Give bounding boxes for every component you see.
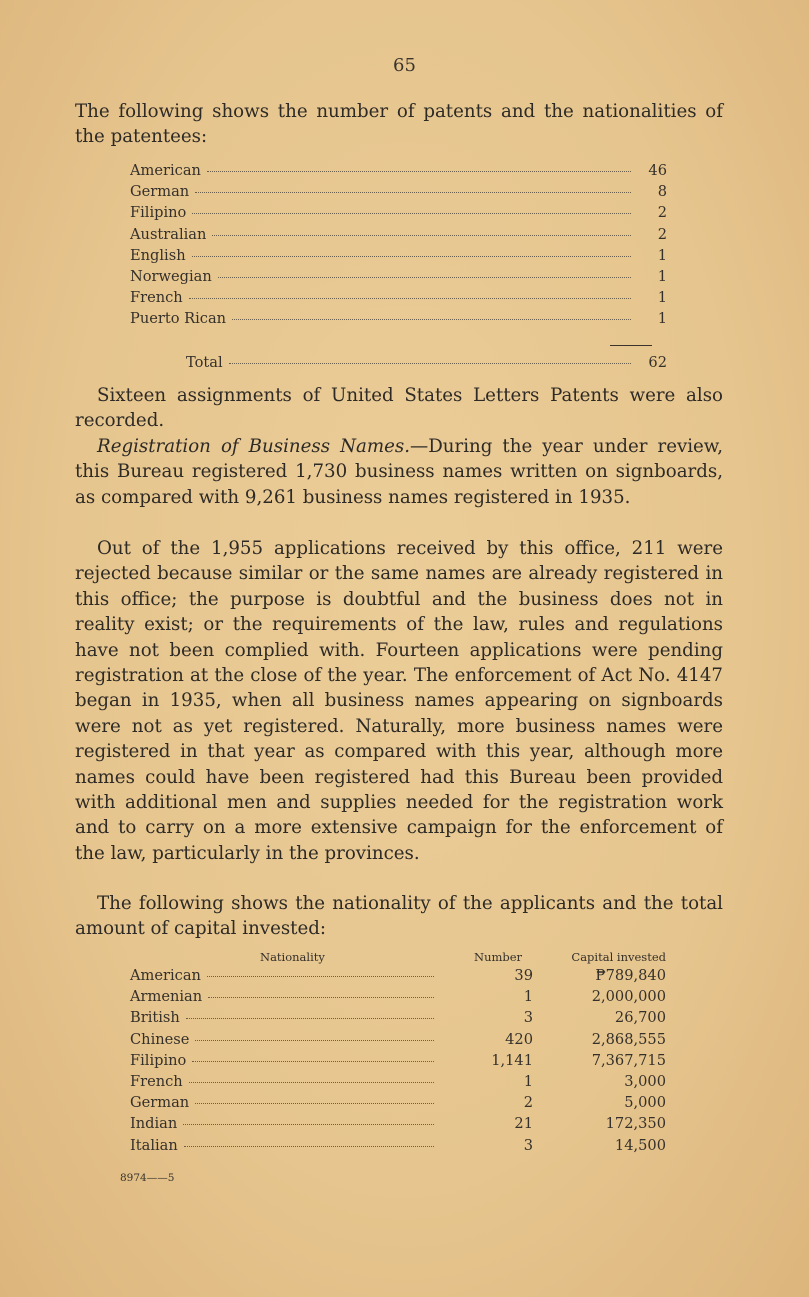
list-item: English 1	[130, 246, 667, 264]
assignments-paragraph: Sixteen assignments of United States Letters Patents were also recorded.	[75, 385, 723, 432]
header-number: Number	[474, 950, 523, 964]
list-item: American 46	[130, 162, 667, 179]
table-row: German 2 5,000	[130, 1094, 666, 1112]
applications-paragraph: Out of the 1,955 applications received by this office, 211 were rejected because similar or the same names are already registered in this office; the purpose is doubtful and the business does not in reality exist; or the requirements of the law, rules and regulations have not been complied with. Fourteen applications were pending registration at the close of the year. The enforcement of Act No. 4147 began in 1935, when all business names appearing on signboards were not as yet registered. Naturally, more business names were registered in that year as compared with this year, although more names could have been registered had this Bureau been provided with additional men and supplies needed for the registration work and to carry on a more extensive campaign for the enforcement of the law, particularly in the provinces.	[75, 538, 723, 864]
list-item: Australian 2	[130, 225, 667, 243]
header-nationality: Nationality	[260, 950, 325, 964]
page-number: 65	[393, 55, 416, 76]
printer-signature: 8974——5	[120, 1172, 175, 1184]
total-row: Total 62	[186, 354, 667, 371]
list-item: Norwegian 1	[130, 267, 667, 285]
registration-paragraph	[75, 434, 723, 510]
table-row: French 1 3,000	[130, 1072, 666, 1090]
list-item: German 8	[130, 183, 667, 201]
registration-text: —During the year under review, this Bureau registered 1,730 business names written on signboards, as compared with 9,261 business names registered in 1935.	[75, 436, 723, 508]
table-row: American 39 ₱789,840	[130, 967, 666, 984]
table-row: Chinese 420 2,868,555	[130, 1030, 666, 1048]
patent-total	[130, 352, 667, 373]
list-item: French 1	[130, 289, 667, 307]
list-item: Puerto Rican 1	[130, 310, 667, 328]
table-row: Italian 3 14,500	[130, 1136, 666, 1154]
total-rule	[610, 345, 652, 346]
table-row: Indian 21 172,350	[130, 1115, 666, 1133]
table-header	[130, 950, 666, 967]
table-intro-paragraph: The following shows the nationality of the applicants and the total amount of capital invested:	[75, 893, 723, 940]
registration-heading: Registration of Business Names.	[97, 436, 411, 457]
header-capital: Capital invested	[571, 950, 666, 964]
table-row: British 3 26,700	[130, 1009, 666, 1027]
intro-paragraph: The following shows the number of patents and the nationalities of the patentees:	[75, 101, 723, 148]
patent-nationality-list	[130, 160, 667, 330]
list-item: Filipino 2	[130, 204, 667, 222]
table-row: Armenian 1 2,000,000	[130, 988, 666, 1006]
nationality-capital-table	[130, 950, 666, 1158]
table-row: Filipino 1,141 7,367,715	[130, 1051, 666, 1069]
